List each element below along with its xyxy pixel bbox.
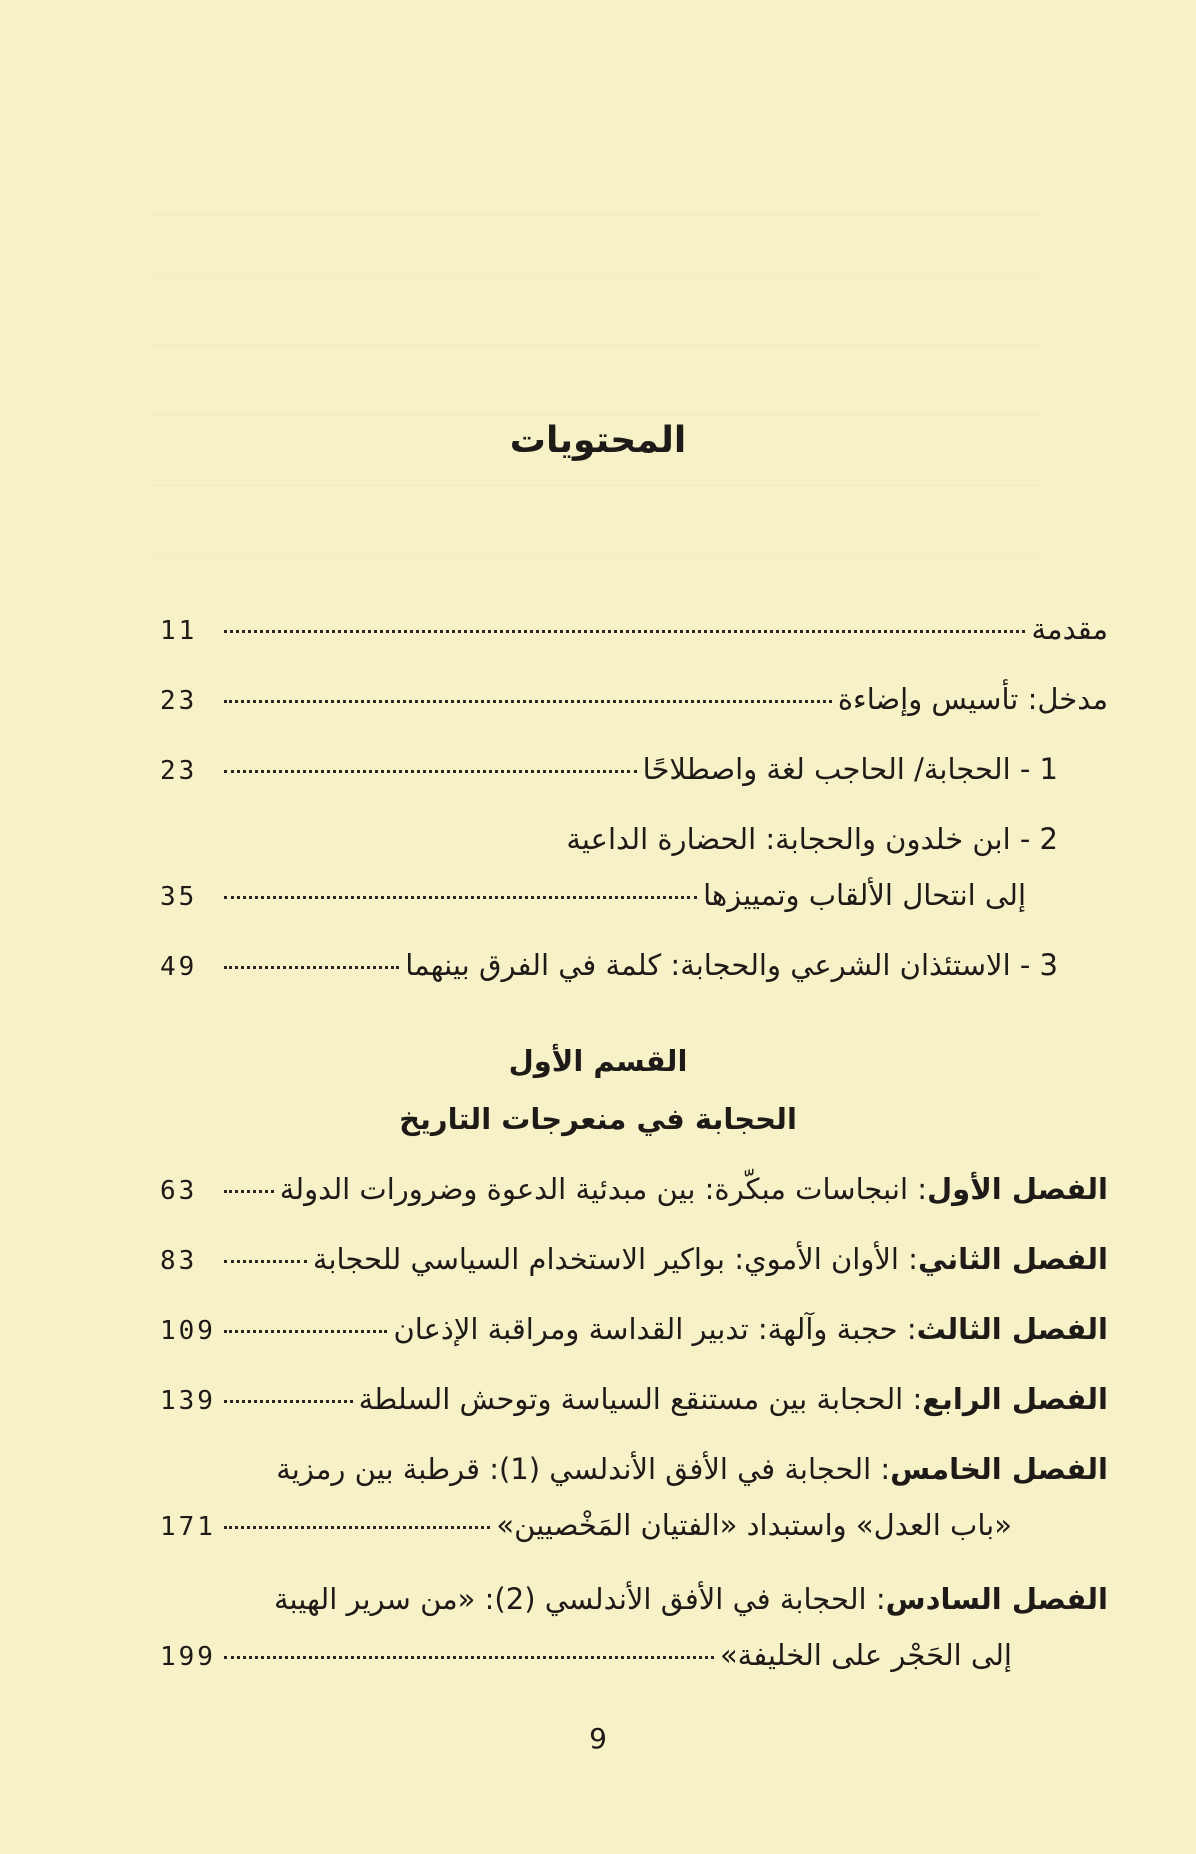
leader-dots [224,1656,714,1659]
chapter-entry[interactable]: الفصل الثالث: حجبة وآلهة: تدبير القداسة ومراقبة الإذعان 109 [160,1312,1108,1346]
leader-dots [224,1260,307,1263]
leader-dots [224,1526,490,1529]
chapter-entry[interactable]: إلى الحَجْر على الخليفة» 199 [160,1638,1012,1672]
leader-dots [224,966,399,969]
chapter-entry[interactable]: الفصل الثاني: الأوان الأموي: بواكير الاستخدام السياسي للحجابة 83 [160,1242,1108,1276]
section-subheading: الحجابة في منعرجات التاريخ [399,1102,797,1136]
chapter-entry-line1: الفصل الخامس: الحجابة في الأفق الأندلسي (1): قرطبة بين رمزية [276,1452,1108,1486]
toc-entry[interactable]: 3 - الاستئذان الشرعي والحجابة: كلمة في الفرق بينهما 49 [160,948,1058,982]
toc-entry[interactable]: 1 - الحجابة/ الحاجب لغة واصطلاحًا 23 [160,752,1058,786]
leader-dots [224,700,832,703]
page-number: 9 [589,1722,607,1755]
leader-dots [224,1330,387,1333]
chapter-entry[interactable]: الفصل الأول: انبجاسات مبكّرة: بين مبدئية الدعوة وضرورات الدولة 63 [160,1172,1108,1206]
section-heading: القسم الأول [508,1044,688,1078]
leader-dots [224,1190,274,1193]
toc-entry-line1: 2 - ابن خلدون والحجابة: الحضارة الداعية [566,822,1058,856]
page-title: المحتويات [509,420,687,461]
leader-dots [224,770,637,773]
chapter-entry-line1: الفصل السادس: الحجابة في الأفق الأندلسي (2): «من سرير الهيبة [273,1582,1108,1616]
chapter-entry[interactable]: «باب العدل» واستبداد «الفتيان المَخْصيين» 171 [160,1508,1012,1542]
leader-dots [224,630,1025,633]
leader-dots [224,1400,353,1403]
toc-entry[interactable]: إلى انتحال الألقاب وتمييزها 35 [160,878,1026,912]
toc-entry[interactable]: مدخل: تأسيس وإضاءة 23 [160,682,1108,716]
toc-entry[interactable]: مقدمة 11 [160,612,1108,646]
chapter-entry[interactable]: الفصل الرابع: الحجابة بين مستنقع السياسة وتوحش السلطة 139 [160,1382,1108,1416]
leader-dots [224,896,697,899]
